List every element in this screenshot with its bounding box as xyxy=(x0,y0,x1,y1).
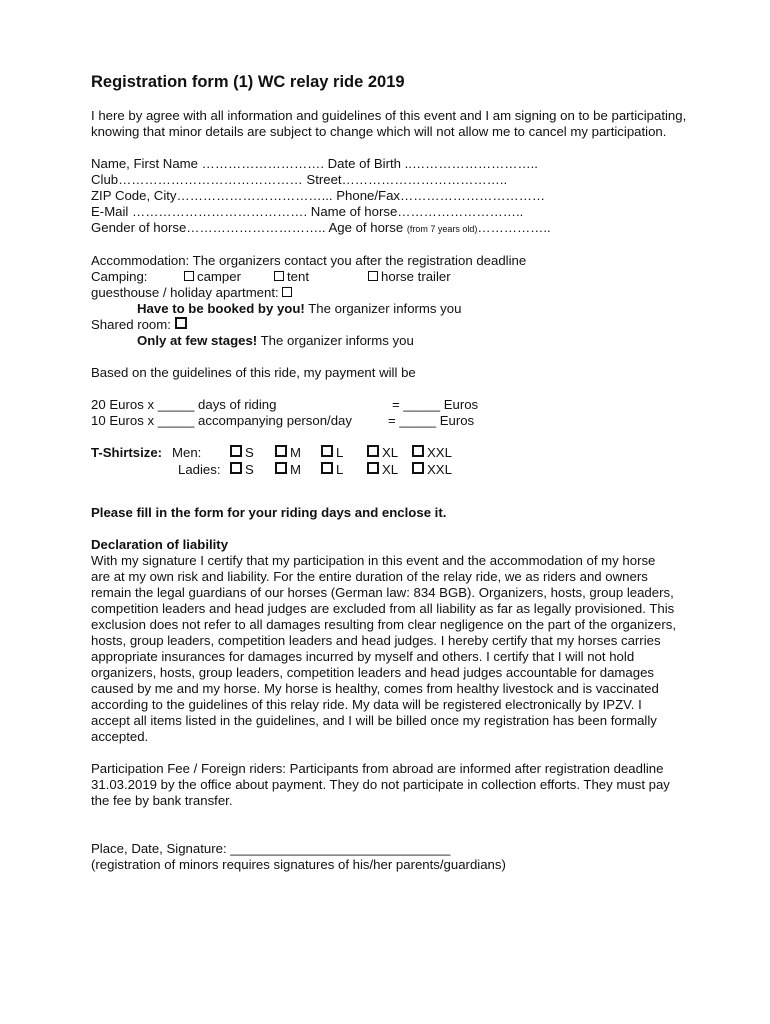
ladies-xl-checkbox[interactable] xyxy=(367,462,379,474)
men-m-label: M xyxy=(290,445,301,460)
fill-note: Please fill in the form for your riding days and enclose it. xyxy=(91,505,447,520)
guesthouse-checkbox[interactable] xyxy=(282,287,292,297)
age-hint: (from 7 years old) xyxy=(406,224,478,234)
ladies-l-checkbox[interactable] xyxy=(321,462,333,474)
ladies-s-label: S xyxy=(245,462,254,477)
ladies-size-l[interactable] xyxy=(321,462,343,478)
intro-paragraph: I here by agree with all information and guidelines of this event and I am signing on to be participating, knowing that minor details are subject to change which will not allow me to cancel my participation. xyxy=(91,108,687,139)
gender-field[interactable] xyxy=(91,220,691,237)
payment-riding-row[interactable] xyxy=(91,397,691,413)
tent-checkbox[interactable] xyxy=(274,271,284,281)
tshirt-label: T-Shirtsize: xyxy=(91,445,163,460)
riding-days-entry[interactable]: 20 Euros x _____ days of riding xyxy=(91,397,277,412)
personal-fields xyxy=(91,156,691,237)
shared-room-row xyxy=(91,317,691,333)
ladies-m-label: M xyxy=(290,462,301,477)
guesthouse-note-bold: Have to be booked by you! xyxy=(137,301,305,316)
ladies-m-checkbox[interactable] xyxy=(275,462,287,474)
men-l-checkbox[interactable] xyxy=(321,445,333,457)
riding-total-entry[interactable]: = _____ Euros xyxy=(392,397,479,412)
payment-intro: Based on the guidelines of this ride, my payment will be xyxy=(91,365,416,380)
shared-room-note-text: The organizer informs you xyxy=(257,333,414,348)
accompanying-total-entry[interactable]: = _____ Euros xyxy=(388,413,475,428)
name-field[interactable]: Name, First Name ………………………. Date of Birth ..……………………….. xyxy=(91,156,538,171)
camping-row xyxy=(91,269,691,285)
tshirt-men-row xyxy=(91,445,691,462)
tent-option[interactable] xyxy=(274,269,309,285)
ladies-size-xxl[interactable] xyxy=(412,462,452,478)
zip-field[interactable]: ZIP Code, City……………………………... Phone/Fax…………………………… xyxy=(91,188,546,203)
men-s-checkbox[interactable] xyxy=(230,445,242,457)
guesthouse-label: guesthouse / holiday apartment: xyxy=(91,285,279,300)
email-field[interactable]: E-Mail …………………………………. Name of horse……………………….. xyxy=(91,204,524,219)
tent-label: tent xyxy=(287,269,309,284)
registration-form xyxy=(91,72,691,873)
payment-accompanying-row[interactable] xyxy=(91,413,691,429)
guesthouse-note-text: The organizer informs you xyxy=(304,301,462,316)
ladies-size-xl[interactable] xyxy=(367,462,398,478)
ladies-xxl-checkbox[interactable] xyxy=(412,462,424,474)
ladies-size-m[interactable] xyxy=(275,462,301,478)
men-s-label: S xyxy=(245,445,254,460)
camper-label: camper xyxy=(197,269,241,284)
tshirt-men-label: Men: xyxy=(172,445,202,460)
tshirt-ladies-label: Ladies: xyxy=(178,462,221,477)
horse-trailer-label: horse trailer xyxy=(381,269,451,284)
camping-label: Camping: xyxy=(91,269,148,284)
men-size-xl[interactable] xyxy=(367,445,398,461)
signature-field[interactable]: Place, Date, Signature: ______________________________ xyxy=(91,841,451,856)
liability-heading: Declaration of liability xyxy=(91,537,229,552)
men-l-label: L xyxy=(336,445,344,460)
fee-paragraph: Participation Fee / Foreign riders: Participants from abroad are informed after registration deadline 31.03.2019 by the office about payment. They do not participate in collection efforts. They must pay the fee by bank transfer. xyxy=(91,761,670,808)
men-size-m[interactable] xyxy=(275,445,301,461)
horse-trailer-checkbox[interactable] xyxy=(368,271,378,281)
ladies-l-label: L xyxy=(336,462,344,477)
men-xxl-label: XXL xyxy=(427,445,452,460)
guesthouse-row xyxy=(91,285,691,301)
club-field[interactable]: Club…………………………………… Street……………………………….. xyxy=(91,172,508,187)
men-xl-checkbox[interactable] xyxy=(367,445,379,457)
page-title: Registration form (1) WC relay ride 2019 xyxy=(91,73,405,91)
men-size-s[interactable] xyxy=(230,445,254,461)
camper-checkbox[interactable] xyxy=(184,271,194,281)
ladies-size-s[interactable] xyxy=(230,462,254,478)
tshirt-ladies-row xyxy=(91,462,691,479)
horse-trailer-option[interactable] xyxy=(368,269,451,285)
accommodation-section xyxy=(91,253,691,349)
ladies-xxl-label: XXL xyxy=(427,462,452,477)
gender-label: Gender of horse………………………….. Age of horse xyxy=(91,220,407,235)
men-size-l[interactable] xyxy=(321,445,343,461)
shared-room-label: Shared room: xyxy=(91,317,171,332)
men-m-checkbox[interactable] xyxy=(275,445,287,457)
camper-option[interactable] xyxy=(184,269,241,285)
signature-note: (registration of minors requires signatures of his/her parents/guardians) xyxy=(91,857,506,872)
men-xxl-checkbox[interactable] xyxy=(412,445,424,457)
shared-room-note xyxy=(91,333,691,349)
ladies-s-checkbox[interactable] xyxy=(230,462,242,474)
accommodation-heading: Accommodation: The organizers contact you after the registration deadline xyxy=(91,253,527,268)
shared-room-checkbox[interactable] xyxy=(175,317,187,329)
payment-lines xyxy=(91,397,691,429)
men-xl-label: XL xyxy=(382,445,399,460)
accompanying-days-entry[interactable]: 10 Euros x _____ accompanying person/day xyxy=(91,413,352,428)
guesthouse-note xyxy=(91,301,691,317)
ladies-xl-label: XL xyxy=(382,462,399,477)
liability-text: With my signature I certify that my participation in this event and the accommodation of my horse are at my own risk and liability. For the entire duration of the relay ride, we as riders and owners remain the legal guardians of our horses (German law: 834 BGB). Organizers, hosts, group leaders, competition leaders and head judges are excluded from all liability as far as legally provisioned. This exclusion does not refer to all damages resulting from clear negligence on the part of the organizers, hosts, group leaders, competition leaders and head judges. I hereby certify that my horses carries appropriate insurances for damages incurred by myself and others. I certify that I will not hold organizers, hosts, group leaders, competition leaders and head judges accountable for damages caused by me and my horse. My horse is healthy, comes from healthy livestock and is vaccinated according to the guidelines of this relay ride. My data will be registered electronically by IPZV. I accept all items listed in the guidelines, and I will be billed once my registration has been formally accepted. xyxy=(91,553,676,744)
tshirt-section xyxy=(91,445,691,479)
shared-room-note-bold: Only at few stages! xyxy=(137,333,258,348)
age-dots: …………….. xyxy=(477,220,551,235)
men-size-xxl[interactable] xyxy=(412,445,452,461)
